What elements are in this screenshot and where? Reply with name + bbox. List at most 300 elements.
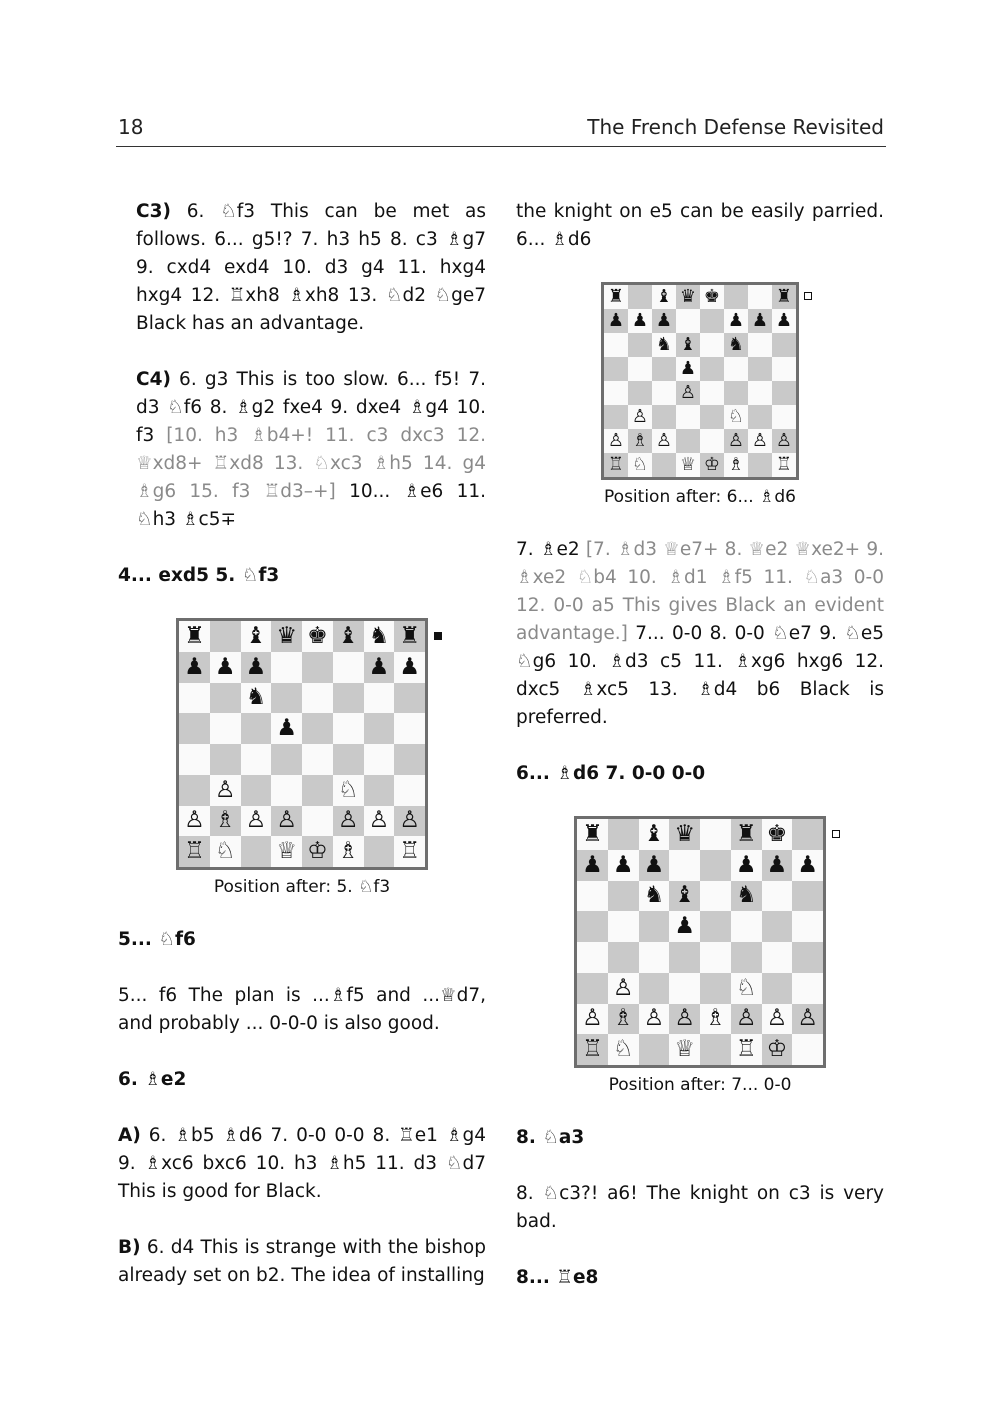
white-pawn-icon: ♙ <box>797 1005 818 1032</box>
square-c3 <box>241 775 272 806</box>
black-pawn-icon: ♟ <box>775 310 793 331</box>
white-king-icon: ♔ <box>703 454 721 475</box>
variation-c3 <box>118 198 486 338</box>
square-d7 <box>669 850 700 881</box>
square-a7 <box>179 652 210 683</box>
white-pawn-icon: ♙ <box>751 430 769 451</box>
black-pawn-icon: ♟ <box>245 653 267 680</box>
square-b7 <box>608 850 639 881</box>
white-knight-icon: ♘ <box>214 838 236 865</box>
square-e3 <box>302 775 333 806</box>
square-a4 <box>604 381 628 405</box>
variation-c4-label: C4) <box>136 369 171 390</box>
square-c2 <box>639 1004 670 1035</box>
square-e6 <box>700 881 731 912</box>
square-c2 <box>241 806 272 837</box>
white-king-icon: ♔ <box>307 838 328 865</box>
white-knight-icon: ♘ <box>735 974 757 1001</box>
square-g7 <box>762 850 793 881</box>
turn-indicator-black <box>434 632 442 640</box>
square-d2 <box>676 429 700 453</box>
square-h2 <box>792 1004 823 1035</box>
square-c6 <box>652 333 676 357</box>
square-d5 <box>669 911 700 942</box>
white-rook-icon: ♖ <box>607 454 625 475</box>
diagram-caption: Position after: 5. ♘f3 <box>213 877 391 897</box>
square-e3 <box>700 973 731 1004</box>
variation-c3-text: 6. ♘f3 This can be met as follows. 6... g5!? 7. h3 h5 8. c3 ♗g7 9. cxd4 exd4 10. d3 g4 11. hxg4 hxg4 12. ♖xh8 ♗xh8 13. ♘d2 ♘ge7 Black has an advantage. <box>136 201 486 334</box>
square-a3 <box>577 973 608 1004</box>
white-pawn-icon: ♙ <box>679 382 697 403</box>
square-b5 <box>628 357 652 381</box>
square-a8 <box>179 621 210 652</box>
square-c4 <box>241 744 272 775</box>
square-h7 <box>792 850 823 881</box>
white-pawn-icon: ♙ <box>607 430 625 451</box>
square-h2 <box>394 806 425 837</box>
square-a8 <box>604 285 628 309</box>
square-b3 <box>628 405 652 429</box>
square-g2 <box>762 1004 793 1035</box>
page-number: 18 <box>118 115 144 139</box>
square-e2 <box>302 806 333 837</box>
black-bishop-icon: ♝ <box>679 334 697 355</box>
square-c1 <box>652 453 676 477</box>
para-move-7-sideline: [7. ♗d3 ♕e7+ 8. ♕e2 ♕xe2+ 9. ♗xe2 ♘b4 10. ♗d1 ♗f5 11. ♘a3 0-0 12. 0-0 a5 This gives Black an evident advantage.] <box>516 539 884 644</box>
white-pawn-icon: ♙ <box>276 807 297 834</box>
square-f2 <box>731 1004 762 1035</box>
square-e8 <box>302 621 333 652</box>
square-h4 <box>792 942 823 973</box>
square-g6 <box>762 881 793 912</box>
square-a2 <box>604 429 628 453</box>
para-move-7 <box>516 536 884 732</box>
square-b5 <box>210 713 241 744</box>
square-h5 <box>772 357 796 381</box>
white-pawn-icon: ♙ <box>655 430 673 451</box>
square-g2 <box>748 429 772 453</box>
square-d5 <box>676 357 700 381</box>
black-queen-icon: ♛ <box>276 622 297 649</box>
square-d7 <box>676 309 700 333</box>
square-c7 <box>652 309 676 333</box>
white-king-icon: ♔ <box>766 1036 788 1063</box>
square-h5 <box>394 713 425 744</box>
square-h5 <box>792 911 823 942</box>
square-f3 <box>731 973 762 1004</box>
black-rook-icon: ♜ <box>735 820 757 847</box>
square-h8 <box>792 819 823 850</box>
heading-re8: 8... ♖e8 <box>516 1267 599 1288</box>
square-e6 <box>302 683 333 714</box>
square-h6 <box>772 333 796 357</box>
square-f5 <box>333 713 364 744</box>
square-b3 <box>210 775 241 806</box>
square-a4 <box>577 942 608 973</box>
square-h6 <box>792 881 823 912</box>
white-bishop-icon: ♗ <box>337 838 359 865</box>
white-rook-icon: ♖ <box>775 454 793 475</box>
square-c7 <box>639 850 670 881</box>
white-pawn-icon: ♙ <box>214 776 236 803</box>
square-d6 <box>271 683 302 714</box>
square-f2 <box>724 429 748 453</box>
variation-b-text: 6. d4 This is strange with the bishop already set on b2. The idea of installing <box>118 1237 486 1286</box>
square-e5 <box>700 357 724 381</box>
square-h7 <box>394 652 425 683</box>
variation-c4-text-b: 10... ♗e6 11. ♘h3 ♗c5∓ <box>136 481 486 530</box>
square-f8 <box>724 285 748 309</box>
white-queen-icon: ♕ <box>276 838 297 865</box>
para-nc3: 8. ♘c3?! a6! The knight on c3 is very bad. <box>516 1183 884 1232</box>
white-pawn-icon: ♙ <box>184 807 205 834</box>
square-d1 <box>669 1034 700 1065</box>
square-h2 <box>772 429 796 453</box>
square-g8 <box>762 819 793 850</box>
black-queen-icon: ♛ <box>674 820 695 847</box>
black-rook-icon: ♜ <box>775 286 793 307</box>
square-c5 <box>241 713 272 744</box>
square-e5 <box>700 911 731 942</box>
square-b4 <box>628 381 652 405</box>
turn-indicator-white <box>832 830 840 838</box>
square-c4 <box>652 381 676 405</box>
square-f4 <box>333 744 364 775</box>
square-a5 <box>577 911 608 942</box>
square-a3 <box>604 405 628 429</box>
square-e8 <box>700 819 731 850</box>
square-a7 <box>604 309 628 333</box>
square-f1 <box>333 836 364 867</box>
square-c7 <box>241 652 272 683</box>
square-f5 <box>731 911 762 942</box>
black-pawn-icon: ♟ <box>399 653 420 680</box>
white-pawn-icon: ♙ <box>368 807 390 834</box>
diagram-caption: Position after: 7... 0-0 <box>608 1075 792 1095</box>
square-h1 <box>394 836 425 867</box>
square-c8 <box>241 621 272 652</box>
square-f1 <box>724 453 748 477</box>
square-d2 <box>271 806 302 837</box>
chess-diagram-1 <box>176 618 428 898</box>
white-pawn-icon: ♙ <box>582 1005 603 1032</box>
chess-board <box>601 282 799 480</box>
square-e4 <box>700 381 724 405</box>
chess-board <box>176 618 428 870</box>
square-a6 <box>604 333 628 357</box>
white-pawn-icon: ♙ <box>735 1005 757 1032</box>
turn-indicator-white <box>804 292 812 300</box>
white-pawn-icon: ♙ <box>631 406 649 427</box>
square-a1 <box>179 836 210 867</box>
square-g3 <box>748 405 772 429</box>
heading-na3: 8. ♘a3 <box>516 1127 585 1148</box>
square-f3 <box>333 775 364 806</box>
heading-bd6: 6... ♗d6 7. 0-0 0-0 <box>516 763 706 784</box>
running-title: The French Defense Revisited <box>587 115 884 139</box>
black-pawn-icon: ♟ <box>612 851 634 878</box>
square-f7 <box>724 309 748 333</box>
square-b6 <box>210 683 241 714</box>
square-b1 <box>210 836 241 867</box>
square-e1 <box>302 836 333 867</box>
white-bishop-icon: ♗ <box>631 430 649 451</box>
square-d3 <box>669 973 700 1004</box>
square-e6 <box>700 333 724 357</box>
square-c4 <box>639 942 670 973</box>
square-e3 <box>700 405 724 429</box>
square-d8 <box>676 285 700 309</box>
square-a2 <box>179 806 210 837</box>
black-knight-icon: ♞ <box>655 334 673 355</box>
black-pawn-icon: ♟ <box>607 310 625 331</box>
black-knight-icon: ♞ <box>643 882 665 909</box>
white-rook-icon: ♖ <box>735 1036 757 1063</box>
black-king-icon: ♚ <box>703 286 721 307</box>
square-f6 <box>333 683 364 714</box>
white-rook-icon: ♖ <box>399 838 420 865</box>
square-g5 <box>364 713 395 744</box>
variation-a-text: 6. ♗b5 ♗d6 7. 0-0 0-0 8. ♖e1 ♗g4 9. ♗xc6 bxc6 10. h3 ♗h5 11. d3 ♘d7 This is good for Black. <box>118 1125 486 1202</box>
chess-diagram-2 <box>601 282 799 508</box>
square-h4 <box>394 744 425 775</box>
black-pawn-icon: ♟ <box>643 851 665 878</box>
black-pawn-icon: ♟ <box>679 358 697 379</box>
square-h4 <box>772 381 796 405</box>
square-a6 <box>179 683 210 714</box>
white-bishop-icon: ♗ <box>727 454 745 475</box>
square-b2 <box>210 806 241 837</box>
square-f3 <box>724 405 748 429</box>
square-g8 <box>748 285 772 309</box>
black-pawn-icon: ♟ <box>276 715 297 742</box>
white-pawn-icon: ♙ <box>643 1005 665 1032</box>
square-e7 <box>700 309 724 333</box>
variation-c4 <box>118 366 486 534</box>
header-rule <box>116 146 886 147</box>
black-pawn-icon: ♟ <box>674 913 695 940</box>
white-bishop-icon: ♗ <box>612 1005 634 1032</box>
square-b8 <box>608 819 639 850</box>
square-e7 <box>700 850 731 881</box>
white-pawn-icon: ♙ <box>245 807 267 834</box>
para-move-7-b: 7... 0-0 8. 0-0 ♘e7 9. ♘e5 ♘g6 10. ♗d3 c5 11. ♗xg6 hxg6 12. dxc5 ♗xc5 13. ♗d4 b6 Black is preferred. <box>516 623 884 728</box>
black-bishop-icon: ♝ <box>643 820 665 847</box>
square-a7 <box>577 850 608 881</box>
diagram-caption: Position after: 6... ♗d6 <box>604 487 796 507</box>
square-c8 <box>639 819 670 850</box>
square-f1 <box>731 1034 762 1065</box>
square-a4 <box>179 744 210 775</box>
black-rook-icon: ♜ <box>184 622 205 649</box>
square-e8 <box>700 285 724 309</box>
white-pawn-icon: ♙ <box>337 807 359 834</box>
square-f7 <box>333 652 364 683</box>
square-h8 <box>772 285 796 309</box>
black-pawn-icon: ♟ <box>582 851 603 878</box>
square-h7 <box>772 309 796 333</box>
square-b3 <box>608 973 639 1004</box>
square-g6 <box>748 333 772 357</box>
chess-board <box>574 816 826 1068</box>
square-d4 <box>676 381 700 405</box>
white-rook-icon: ♖ <box>184 838 205 865</box>
square-h3 <box>792 973 823 1004</box>
square-c1 <box>639 1034 670 1065</box>
variation-a <box>118 1122 486 1206</box>
square-h8 <box>394 621 425 652</box>
square-a2 <box>577 1004 608 1035</box>
white-pawn-icon: ♙ <box>766 1005 788 1032</box>
black-pawn-icon: ♟ <box>368 653 390 680</box>
black-pawn-icon: ♟ <box>631 310 649 331</box>
square-e1 <box>700 1034 731 1065</box>
square-d3 <box>271 775 302 806</box>
black-knight-icon: ♞ <box>735 882 757 909</box>
square-f6 <box>731 881 762 912</box>
black-pawn-icon: ♟ <box>184 653 205 680</box>
square-a8 <box>577 819 608 850</box>
white-bishop-icon: ♗ <box>705 1005 726 1032</box>
heading-exd5: 4... exd5 5. ♘f3 <box>118 565 280 586</box>
square-b8 <box>628 285 652 309</box>
square-d8 <box>271 621 302 652</box>
white-queen-icon: ♕ <box>674 1036 695 1063</box>
variation-a-label: A) <box>118 1125 141 1146</box>
square-c2 <box>652 429 676 453</box>
black-rook-icon: ♜ <box>607 286 625 307</box>
white-knight-icon: ♘ <box>631 454 649 475</box>
square-e5 <box>302 713 333 744</box>
black-bishop-icon: ♝ <box>674 882 695 909</box>
black-pawn-icon: ♟ <box>655 310 673 331</box>
white-knight-icon: ♘ <box>612 1036 634 1063</box>
square-e4 <box>700 942 731 973</box>
square-g3 <box>762 973 793 1004</box>
black-queen-icon: ♛ <box>679 286 697 307</box>
square-e4 <box>302 744 333 775</box>
square-f7 <box>731 850 762 881</box>
white-pawn-icon: ♙ <box>612 974 634 1001</box>
square-a3 <box>179 775 210 806</box>
square-g4 <box>748 381 772 405</box>
white-knight-icon: ♘ <box>727 406 745 427</box>
square-c5 <box>639 911 670 942</box>
square-b4 <box>608 942 639 973</box>
variation-c3-label: C3) <box>136 201 171 222</box>
black-rook-icon: ♜ <box>582 820 603 847</box>
square-e7 <box>302 652 333 683</box>
square-g4 <box>364 744 395 775</box>
square-b1 <box>608 1034 639 1065</box>
square-b8 <box>210 621 241 652</box>
square-b4 <box>210 744 241 775</box>
square-d3 <box>676 405 700 429</box>
para-f6: 5... f6 The plan is ...♗f5 and ...♕d7, and probably ... 0-0-0 is also good. <box>118 985 486 1034</box>
square-a6 <box>577 881 608 912</box>
page-header <box>116 112 886 142</box>
square-f4 <box>724 381 748 405</box>
black-bishop-icon: ♝ <box>337 622 359 649</box>
white-queen-icon: ♕ <box>679 454 697 475</box>
square-a5 <box>604 357 628 381</box>
variation-c4-text-a: 6. g3 This is too slow. 6... f5! 7. d3 ♘f6 8. ♗g2 fxe4 9. dxe4 ♗g4 10. f3 <box>136 369 486 446</box>
left-column <box>118 198 486 1318</box>
chess-diagram-3 <box>574 816 826 1096</box>
white-pawn-icon: ♙ <box>399 807 420 834</box>
square-h1 <box>792 1034 823 1065</box>
square-b2 <box>608 1004 639 1035</box>
square-d2 <box>669 1004 700 1035</box>
square-b7 <box>628 309 652 333</box>
square-f8 <box>333 621 364 652</box>
black-pawn-icon: ♟ <box>727 310 745 331</box>
white-pawn-icon: ♙ <box>674 1005 695 1032</box>
heading-nf6: 5... ♘f6 <box>118 929 196 950</box>
square-c6 <box>241 683 272 714</box>
variation-b-label: B) <box>118 1237 141 1258</box>
black-king-icon: ♚ <box>307 622 328 649</box>
square-d8 <box>669 819 700 850</box>
square-d5 <box>271 713 302 744</box>
square-g5 <box>762 911 793 942</box>
square-g1 <box>364 836 395 867</box>
black-knight-icon: ♞ <box>245 684 267 711</box>
square-d6 <box>676 333 700 357</box>
para-move-7-a: 7. ♗e2 <box>516 539 586 560</box>
square-a1 <box>577 1034 608 1065</box>
square-c1 <box>241 836 272 867</box>
black-knight-icon: ♞ <box>727 334 745 355</box>
white-rook-icon: ♖ <box>582 1036 603 1063</box>
square-c3 <box>652 405 676 429</box>
white-knight-icon: ♘ <box>337 776 359 803</box>
square-c5 <box>652 357 676 381</box>
square-b7 <box>210 652 241 683</box>
square-f6 <box>724 333 748 357</box>
square-d1 <box>676 453 700 477</box>
square-g7 <box>364 652 395 683</box>
square-c8 <box>652 285 676 309</box>
square-f8 <box>731 819 762 850</box>
para-continuation: the knight on e5 can be easily parried. 6... ♗d6 <box>516 201 884 250</box>
square-d4 <box>271 744 302 775</box>
square-d1 <box>271 836 302 867</box>
square-g5 <box>748 357 772 381</box>
square-b6 <box>628 333 652 357</box>
square-b1 <box>628 453 652 477</box>
square-d6 <box>669 881 700 912</box>
square-d4 <box>669 942 700 973</box>
heading-be2: 6. ♗e2 <box>118 1069 187 1090</box>
black-bishop-icon: ♝ <box>655 286 673 307</box>
square-a5 <box>179 713 210 744</box>
black-pawn-icon: ♟ <box>797 851 818 878</box>
variation-c4-sideline: [10. h3 ♗b4+! 11. c3 dxc3 12. ♕xd8+ ♖xd8 13. ♘xc3 ♗h5 14. g4 ♗g6 15. f3 ♖d3–+] <box>136 425 486 502</box>
square-a1 <box>604 453 628 477</box>
square-g7 <box>748 309 772 333</box>
square-g1 <box>748 453 772 477</box>
square-f2 <box>333 806 364 837</box>
black-pawn-icon: ♟ <box>735 851 757 878</box>
square-g6 <box>364 683 395 714</box>
square-c3 <box>639 973 670 1004</box>
square-d7 <box>271 652 302 683</box>
square-c6 <box>639 881 670 912</box>
right-column <box>516 198 884 1320</box>
white-pawn-icon: ♙ <box>727 430 745 451</box>
square-b2 <box>628 429 652 453</box>
